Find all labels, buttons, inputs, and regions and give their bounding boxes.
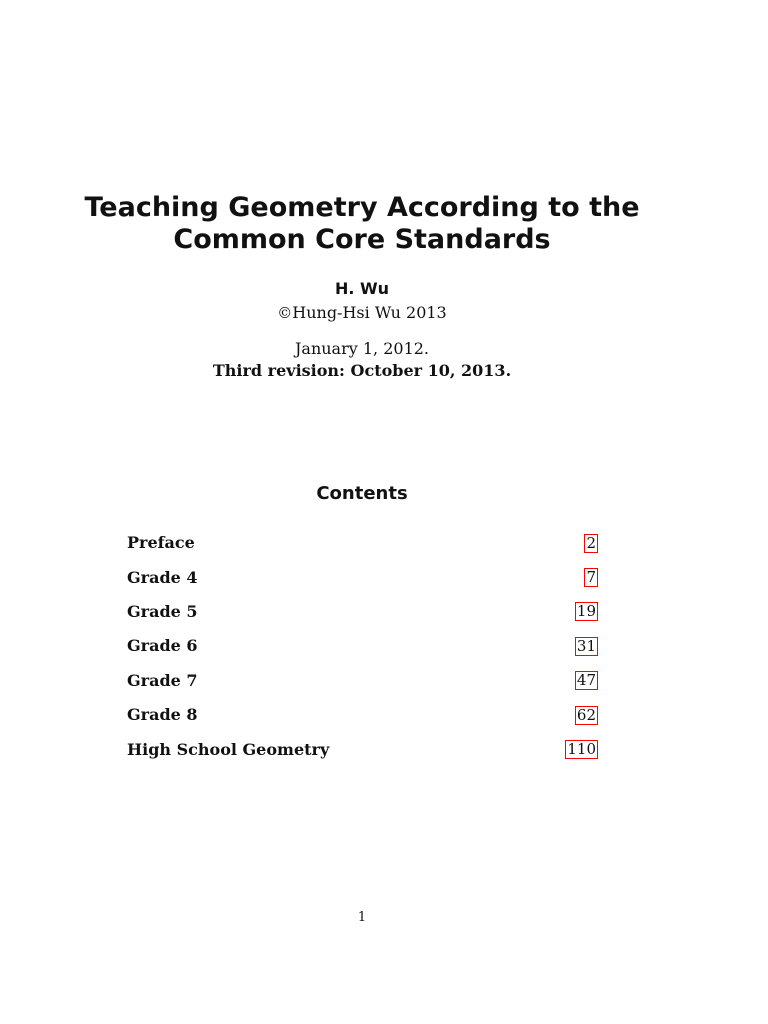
contents-heading: Contents (316, 483, 408, 504)
toc-item-label: High School Geometry (127, 739, 330, 759)
toc-item-label: Preface (127, 533, 195, 553)
toc-item-label: Grade 8 (127, 705, 198, 725)
toc-item-label: Grade 6 (127, 636, 198, 656)
toc-item-label: Grade 4 (127, 567, 198, 587)
document-title (0, 192, 724, 256)
copyright-icon: © (277, 304, 293, 322)
toc-item-grade-4 (127, 560, 598, 594)
toc-item-high-school-geometry (127, 732, 598, 766)
title-line-2: Common Core Standards (173, 224, 551, 255)
table-of-contents (127, 526, 598, 767)
toc-item-preface (127, 526, 598, 560)
toc-page-link[interactable]: 62 (576, 705, 596, 724)
toc-page-link[interactable]: 47 (576, 671, 596, 690)
toc-page-link[interactable]: 2 (586, 533, 596, 552)
toc-page-link[interactable]: 7 (586, 568, 596, 587)
copyright-text: Hung-Hsi Wu 2013 (292, 303, 447, 322)
revision-date: Third revision: October 10, 2013. (212, 361, 512, 380)
copyright-line (0, 303, 724, 323)
author-name: H. Wu (334, 279, 390, 298)
title-line-1: Teaching Geometry According to the (84, 192, 640, 223)
toc-page-link[interactable]: 31 (576, 636, 596, 655)
toc-item-label: Grade 7 (127, 670, 198, 690)
toc-item-grade-5 (127, 595, 598, 629)
toc-item-label: Grade 5 (127, 601, 198, 621)
page-number: 1 (357, 910, 367, 925)
toc-item-grade-7 (127, 664, 598, 698)
toc-page-link[interactable]: 19 (576, 602, 596, 621)
toc-item-grade-8 (127, 698, 598, 732)
toc-item-grade-6 (127, 629, 598, 663)
toc-page-link[interactable]: 110 (567, 740, 596, 759)
document-date: January 1, 2012. (294, 339, 430, 358)
